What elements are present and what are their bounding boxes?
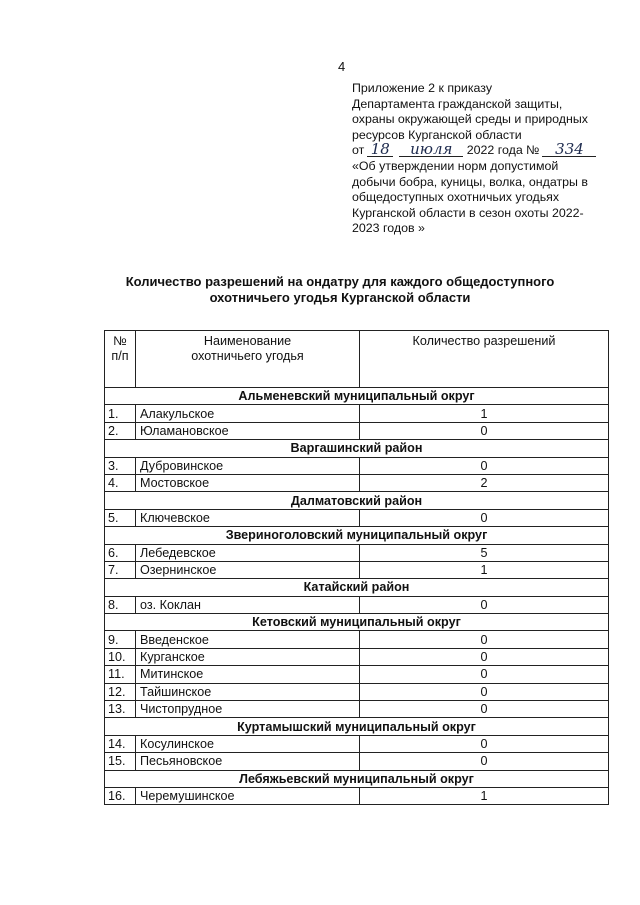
table-row bbox=[105, 405, 609, 422]
handwritten-month: июля bbox=[399, 143, 463, 157]
order-title-line: 2023 годов » bbox=[352, 221, 425, 236]
row-number-cell: 9. bbox=[105, 631, 136, 648]
row-count-cell: 0 bbox=[360, 735, 609, 752]
appendix-block bbox=[352, 81, 614, 237]
row-number-cell: 11. bbox=[105, 666, 136, 683]
table-row bbox=[105, 474, 609, 491]
group-row bbox=[105, 527, 609, 544]
row-name-cell: Чистопрудное bbox=[136, 701, 360, 718]
row-name-cell: Мостовское bbox=[136, 474, 360, 491]
group-row bbox=[105, 440, 609, 457]
row-name-cell: Митинское bbox=[136, 666, 360, 683]
row-number-cell: 5. bbox=[105, 509, 136, 526]
table-row bbox=[105, 596, 609, 613]
group-title: Далматовский район bbox=[105, 492, 609, 509]
header-name bbox=[136, 331, 360, 388]
header-number bbox=[105, 331, 136, 388]
row-count-cell: 0 bbox=[360, 683, 609, 700]
row-name-cell: Озернинское bbox=[136, 561, 360, 578]
group-row bbox=[105, 770, 609, 787]
row-count-cell: 1 bbox=[360, 787, 609, 804]
row-number-cell: 10. bbox=[105, 648, 136, 665]
row-number-cell: 12. bbox=[105, 683, 136, 700]
order-title-line: общедоступных охотничьих угодьях bbox=[352, 190, 560, 205]
row-count-cell: 5 bbox=[360, 544, 609, 561]
row-count-cell: 2 bbox=[360, 474, 609, 491]
header-name-line2: охотничьего угодья bbox=[191, 349, 304, 363]
document-title bbox=[90, 274, 590, 306]
order-title-line: добычи бобра, куницы, волка, ондатры в bbox=[352, 174, 588, 189]
order-title-line: «Об утверждении норм допустимой bbox=[352, 158, 559, 173]
row-count-cell: 0 bbox=[360, 701, 609, 718]
row-name-cell: Ключевское bbox=[136, 509, 360, 526]
group-row bbox=[105, 579, 609, 596]
date-prefix: от bbox=[352, 143, 365, 158]
group-row bbox=[105, 614, 609, 631]
row-count-cell: 0 bbox=[360, 509, 609, 526]
row-count-cell: 0 bbox=[360, 666, 609, 683]
row-name-cell: Курганское bbox=[136, 648, 360, 665]
table-row bbox=[105, 735, 609, 752]
table-row bbox=[105, 561, 609, 578]
header-count: Количество разрешений bbox=[360, 331, 609, 388]
order-date-line bbox=[352, 140, 614, 159]
row-count-cell: 1 bbox=[360, 561, 609, 578]
row-count-cell: 1 bbox=[360, 405, 609, 422]
appendix-line: Департамента гражданской защиты, bbox=[352, 96, 563, 111]
group-row bbox=[105, 718, 609, 735]
row-number-cell: 1. bbox=[105, 405, 136, 422]
table-row bbox=[105, 631, 609, 648]
row-number-cell: 15. bbox=[105, 753, 136, 770]
group-row bbox=[105, 492, 609, 509]
page-number: 4 bbox=[338, 59, 346, 74]
table-row bbox=[105, 422, 609, 439]
group-title: Звериноголовский муниципальный округ bbox=[105, 527, 609, 544]
row-count-cell: 0 bbox=[360, 648, 609, 665]
table-row bbox=[105, 509, 609, 526]
order-title-line: Курганской области в сезон охоты 2022- bbox=[352, 205, 584, 220]
header-name-line1: Наименование bbox=[203, 334, 292, 348]
row-number-cell: 3. bbox=[105, 457, 136, 474]
row-number-cell: 7. bbox=[105, 561, 136, 578]
row-count-cell: 0 bbox=[360, 631, 609, 648]
row-count-cell: 0 bbox=[360, 596, 609, 613]
table-row bbox=[105, 701, 609, 718]
title-line: Количество разрешений на ондатру для каждого общедоступного bbox=[125, 274, 555, 289]
row-number-cell: 16. bbox=[105, 787, 136, 804]
group-title: Альменевский муниципальный округ bbox=[105, 388, 609, 405]
group-title: Кетовский муниципальный округ bbox=[105, 614, 609, 631]
row-number-cell: 4. bbox=[105, 474, 136, 491]
handwritten-order-number: 334 bbox=[542, 143, 596, 157]
row-name-cell: Дубровинское bbox=[136, 457, 360, 474]
table-row bbox=[105, 457, 609, 474]
permits-table bbox=[104, 330, 609, 805]
row-number-cell: 8. bbox=[105, 596, 136, 613]
row-count-cell: 0 bbox=[360, 457, 609, 474]
group-title: Лебяжьевский муниципальный округ bbox=[105, 770, 609, 787]
row-number-cell: 13. bbox=[105, 701, 136, 718]
header-number-line1: № bbox=[113, 334, 127, 348]
row-number-cell: 14. bbox=[105, 735, 136, 752]
row-name-cell: Введенское bbox=[136, 631, 360, 648]
table-row bbox=[105, 753, 609, 770]
date-year: 2022 года № bbox=[466, 143, 540, 158]
group-title: Куртамышский муниципальный округ bbox=[105, 718, 609, 735]
group-title: Варгашинский район bbox=[105, 440, 609, 457]
header-number-line2: п/п bbox=[111, 349, 129, 363]
appendix-line: охраны окружающей среды и природных bbox=[352, 112, 588, 127]
row-name-cell: Тайшинское bbox=[136, 683, 360, 700]
row-number-cell: 2. bbox=[105, 422, 136, 439]
title-line: охотничьего угодья Курганской области bbox=[209, 290, 471, 305]
group-row bbox=[105, 388, 609, 405]
row-name-cell: Лебедевское bbox=[136, 544, 360, 561]
row-name-cell: Алакульское bbox=[136, 405, 360, 422]
table-row bbox=[105, 787, 609, 804]
row-count-cell: 0 bbox=[360, 422, 609, 439]
table-row bbox=[105, 683, 609, 700]
row-name-cell: Юламановское bbox=[136, 422, 360, 439]
table-row bbox=[105, 666, 609, 683]
table-row bbox=[105, 544, 609, 561]
table-row bbox=[105, 648, 609, 665]
appendix-line: ресурсов Курганской области bbox=[352, 127, 522, 142]
handwritten-day: 18 bbox=[367, 143, 393, 157]
row-count-cell: 0 bbox=[360, 753, 609, 770]
table-body bbox=[105, 388, 609, 805]
row-name-cell: Косулинское bbox=[136, 735, 360, 752]
row-name-cell: Черемушинское bbox=[136, 787, 360, 804]
row-number-cell: 6. bbox=[105, 544, 136, 561]
group-title: Катайский район bbox=[105, 579, 609, 596]
row-name-cell: оз. Коклан bbox=[136, 596, 360, 613]
row-name-cell: Песьяновское bbox=[136, 753, 360, 770]
table-header-row bbox=[105, 331, 609, 388]
appendix-line: Приложение 2 к приказу bbox=[352, 81, 493, 95]
